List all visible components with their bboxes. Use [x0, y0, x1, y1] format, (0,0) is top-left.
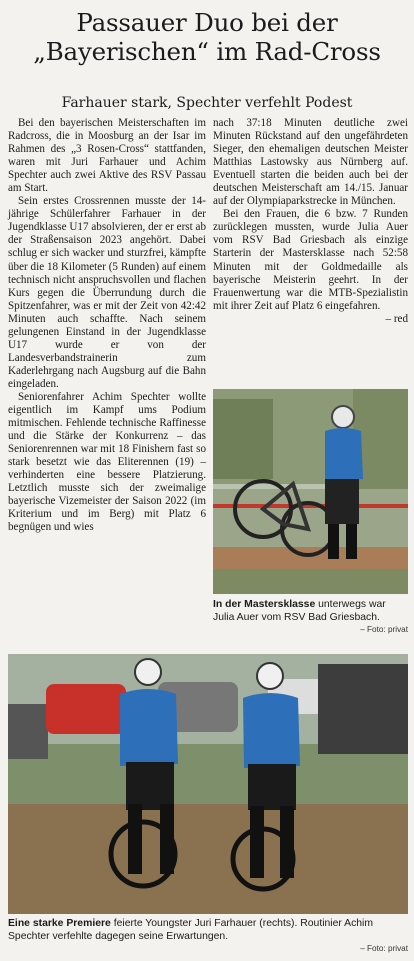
headline-line-1: Passauer Duo bei der: [76, 8, 338, 37]
paragraph: Seniorenfahrer Achim Spechter wollte eigentlich im Kampf ums Podium mitmischen. Fehlende technische Raffinesse und die Stärke der Konkurrenz – das Seniorenrennen war mit 18 Finishern fast so stark besetzt wie das Eliterennen (19) – verhinderten eine bessere Platzierung. Letztlich musste sich der zweimalige bayerische Vizemeister der Saison 2022 (im Kriterium und im Berg) mit Platz 6 begnügen und wies: [8, 390, 206, 534]
paragraph: Bei den bayerischen Meisterschaften im Radcross, die in Moosburg an der Isar im Rahmen des „3 Rosen-Cross“ stattfanden, waren mit Juri Farhauer und Achim Spechter auch zwei Aktive des RSV Passau am Start.: [8, 117, 206, 195]
subheadline: Farhauer stark, Spechter verfehlt Podest: [61, 95, 353, 111]
photo2-caption: [8, 918, 408, 943]
caption-lead: Eine starke Premiere: [8, 918, 111, 929]
headline: [6, 8, 408, 66]
caption-text: unterwegs war Julia Auer vom RSV Bad Griesbach.: [213, 599, 386, 623]
photo-two-riders: [8, 654, 408, 914]
caption-text: feierte Youngster Juri Farhauer (rechts). Routinier Achim Spechter verfehlte dagegen seine Erwartungen.: [8, 918, 374, 942]
photo2-credit: – Foto: privat: [360, 944, 408, 953]
article-column-1: [8, 117, 206, 535]
article-column-2: [213, 117, 408, 326]
headline-line-2: „Bayerischen“ im Rad-Cross: [33, 37, 381, 66]
caption-lead: In der Mastersklasse: [213, 599, 316, 610]
paragraph: Bei den Frauen, die 6 bzw. 7 Runden zurücklegen mussten, wurde Julia Auer vom RSV Bad Griesbach als einzige Starterin der Mastersklasse nach 52:58 Minuten mit der Goldmedaille als bayerische Meisterin geehrt. In der Frauenwertung war die MTB-Spezialistin mit ihrer Zeit auf Platz 6 eingefahren.: [213, 208, 408, 312]
author-signature: – red: [385, 312, 408, 325]
photo1-credit: – Foto: privat: [360, 625, 408, 634]
photo1-caption: [213, 599, 408, 624]
photo-masters-rider: [213, 389, 408, 594]
paragraph: nach 37:18 Minuten deutliche zwei Minuten Rückstand auf den ungefährdeten Sieger, den ehemaligen deutschen Meister Matthias Lastowsky aus Nürnberg auf. Eventuell starten die beiden auch bei der deutschen Meisterschaft am 14./15. Januar auf der Olympiaparkstrecke in München.: [213, 117, 408, 208]
paragraph: Sein erstes Crossrennen musste der 14-jährige Schülerfahrer Farhauer in der Jugendklasse U17 absolvieren, der er erst ab der Straßensaison 2023 angehört. Dabei schlug er sich wacker und sturzfrei, kämpfte über die 18 Kilometer (5 Runden) auf einem technisch nicht anspruchsvollen und flachen Kurs gegen die Überrundung durch die Spitzenfahrer, was er mit der Zeit von 42:42 Minuten auch schaffte. Nach seinem gelungenen Einstand in der Jugendklasse U17 wurde er von der Landesverbandstrainerin zum Kaderlehrgang nach Augsburg auf die Bahn eingeladen.: [8, 195, 206, 390]
